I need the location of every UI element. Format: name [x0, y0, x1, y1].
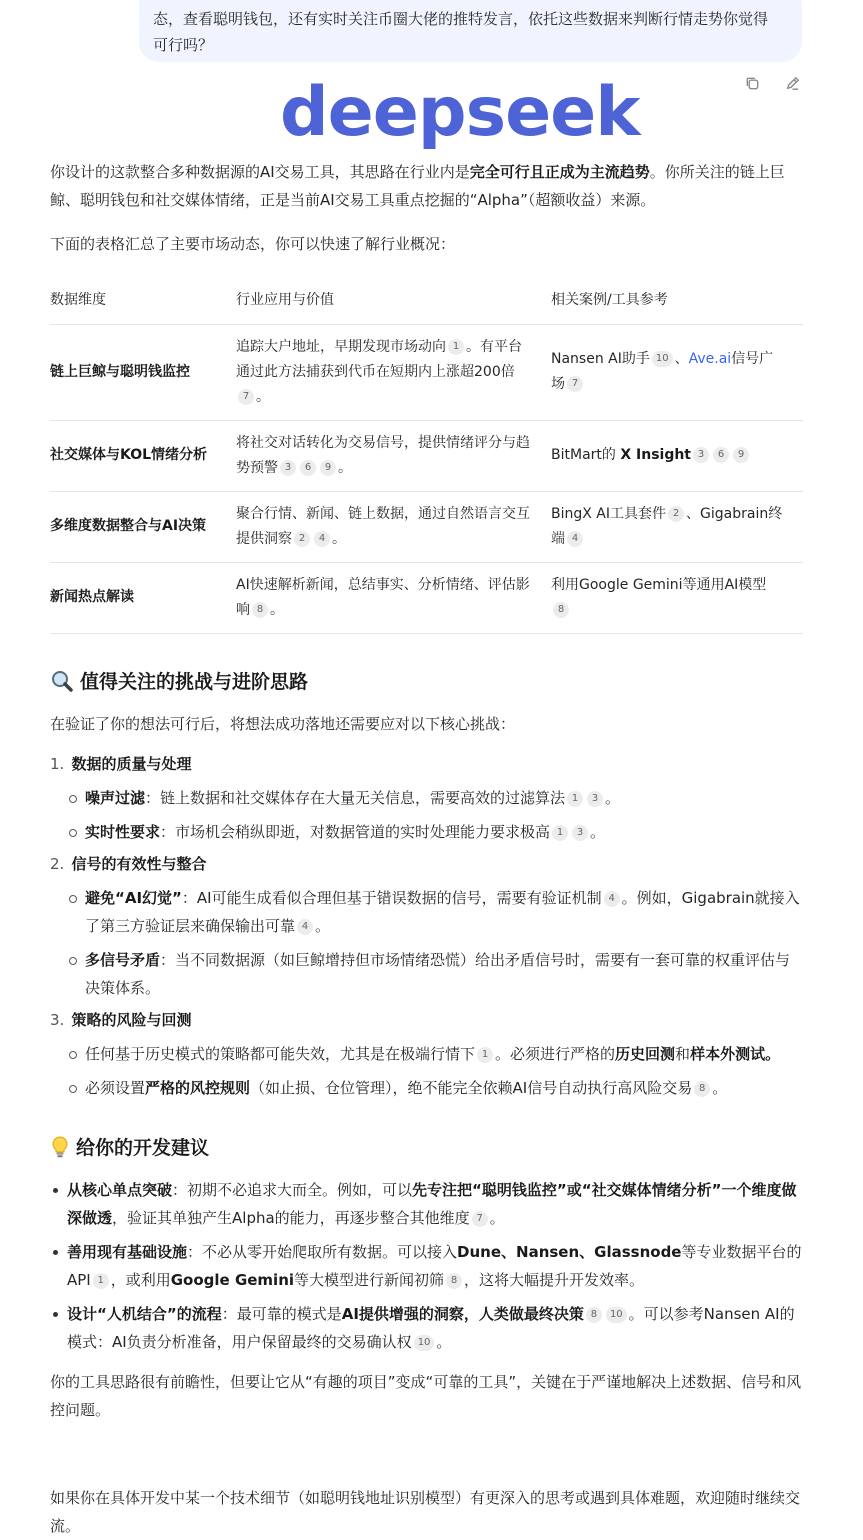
advice-end: 。 [489, 1208, 505, 1227]
cell-text: 。 [332, 530, 346, 547]
table-header: 行业应用与价值 [236, 274, 551, 324]
advice-bold: Google Gemini [170, 1270, 295, 1289]
sub-item-text: 。必须进行严格的 [495, 1044, 616, 1063]
sub-item-text: 和 [675, 1044, 691, 1063]
sub-item-bold: 样本外测试 [690, 1044, 766, 1063]
advice-text: ：不必从零开始爬取所有数据。可以接入 [187, 1242, 458, 1261]
citation-badge[interactable]: 8 [553, 602, 569, 618]
cell-text: 将社交对话转化为交易信号，提供情绪评分与趋势预警 [236, 434, 530, 476]
sub-item-bold: 历史回测 [615, 1044, 676, 1063]
list-item [67, 1176, 803, 1232]
sub-item-text: 任何基于历史模式的策略都可能失效，尤其是在极端行情下 [85, 1044, 476, 1063]
list-item [67, 1238, 803, 1294]
challenges-list [50, 750, 803, 1102]
advice-heading [50, 1132, 803, 1162]
citation-badge[interactable]: 10 [652, 351, 673, 367]
citation-badge[interactable]: 2 [294, 531, 310, 547]
citation-badge[interactable]: 10 [606, 1307, 627, 1323]
sub-list [50, 1040, 803, 1102]
intro-emphasis: 完全可行且正成为主流趋势 [469, 163, 650, 181]
edit-icon[interactable] [783, 74, 801, 92]
citation-badge[interactable]: 4 [297, 919, 313, 935]
cell-text: 。 [338, 459, 352, 476]
cell-text: 。 [270, 601, 284, 618]
advice-text: ：最可靠的模式是 [221, 1304, 342, 1323]
table-cell-dim: 多维度数据整合与AI决策 [50, 518, 207, 534]
trailing-paragraph: 如果你在具体开发中某一个技术细节（如聪明钱地址识别模型）有更深入的思考或遇到具体难题，欢迎随时继续交流。 [50, 1489, 801, 1535]
market-table [50, 274, 803, 634]
citation-badge[interactable]: 8 [252, 602, 268, 618]
challenges-heading [50, 666, 803, 696]
logo-text: deepseek [280, 73, 640, 152]
sub-item-text: ：当不同数据源（如巨鲸增持但市场情绪恐慌）给出矛盾信号时，需要有一套可靠的权重评估与决策体系。 [85, 950, 791, 997]
table-row [50, 562, 803, 633]
advice-bold: 善用现有基础设施 [67, 1242, 188, 1261]
advice-bold: 先专注把“聪明钱监控”或“社交媒体情绪分析”一个维度做深做透 [67, 1180, 797, 1227]
sub-list [50, 884, 803, 1002]
citation-badge[interactable]: 8 [694, 1081, 710, 1097]
citation-badge[interactable]: 4 [604, 891, 620, 907]
sub-item-end: 。 [765, 1044, 781, 1063]
sub-list [50, 784, 803, 846]
sub-item-bold: 严格的风控规则 [145, 1078, 251, 1097]
sub-list-item [85, 1040, 803, 1068]
citation-badge[interactable]: 3 [572, 825, 588, 841]
table-header: 相关案例/工具参考 [551, 274, 803, 324]
advice-bold: Dune、Nansen、Glassnode [457, 1242, 682, 1261]
advice-text: ，或利用 [110, 1270, 171, 1289]
sub-list-item [85, 884, 803, 940]
sub-item-end: 。 [315, 916, 331, 935]
citation-badge[interactable]: 7 [238, 389, 254, 405]
cell-text: 信号广场 [551, 351, 774, 392]
copy-icon[interactable] [743, 74, 761, 92]
sub-item-text: ：市场机会稍纵即逝，对数据管道的实时处理能力要求极高 [160, 822, 551, 841]
citation-badge[interactable]: 4 [567, 531, 583, 547]
citation-badge[interactable]: 7 [567, 376, 583, 392]
user-message-actions [743, 74, 801, 92]
table-row [50, 491, 803, 562]
list-item-title: 信号的有效性与整合 [71, 854, 207, 873]
table-cell-ref [551, 420, 803, 491]
table-cell-ref [551, 562, 803, 633]
citation-badge[interactable]: 8 [446, 1273, 462, 1289]
sub-item-bold: 多信号矛盾 [85, 950, 161, 969]
cell-text: 。有平台通过此方法捕获到代币在短期内上涨超200倍 [236, 338, 522, 380]
sub-item-text: ：链上数据和社交媒体存在大量无关信息，需要高效的过滤算法 [145, 788, 566, 807]
list-number: 3. [50, 1010, 65, 1029]
advice-text: 等专业数据平台的API [67, 1242, 802, 1289]
citation-badge[interactable]: 1 [477, 1047, 493, 1063]
table-cell-dim: 链上巨鲸与聪明钱监控 [50, 363, 190, 380]
sub-list-item [85, 818, 803, 846]
cell-text: Nansen AI助手 [551, 351, 650, 367]
magnifier-icon [50, 669, 74, 693]
sub-item-bold: 避免“AI幻觉” [85, 888, 182, 907]
list-item [67, 1300, 803, 1356]
citation-badge[interactable]: 9 [733, 447, 749, 463]
list-item-head [50, 850, 803, 878]
sub-item-end: 。 [712, 1078, 728, 1097]
cell-text: AI快速解析新闻，总结事实、分析情绪、评估影响 [236, 576, 530, 618]
cell-emphasis: X Insight [620, 447, 691, 463]
advice-bold: 从核心单点突破 [67, 1180, 173, 1199]
lightbulb-icon [50, 1135, 70, 1159]
citation-badge[interactable]: 7 [472, 1211, 488, 1227]
advice-bold: AI提供增强的洞察，人类做最终决策 [341, 1304, 584, 1323]
advice-text: 等大模型进行新闻初筛 [294, 1270, 445, 1289]
intro-text: 你设计的这款整合多种数据源的AI交易工具，其思路在行业内是 [50, 163, 470, 181]
cell-text: BitMart的 [551, 447, 621, 463]
citation-badge[interactable]: 10 [414, 1335, 435, 1351]
cell-text: 。 [256, 388, 270, 405]
list-item-head [50, 750, 803, 778]
cell-text: 、Gigabrain终端 [551, 505, 783, 547]
table-row [50, 324, 803, 420]
sub-item-end: 。 [605, 788, 621, 807]
sub-list-item [85, 946, 803, 1002]
cell-text: 追踪大户地址，早期发现市场动向 [236, 338, 446, 355]
advice-end: 。 [436, 1332, 452, 1351]
deepseek-logo [280, 73, 640, 152]
sub-list-item [85, 1074, 803, 1102]
challenges-intro: 在验证了你的想法可行后，将想法成功落地还需要应对以下核心挑战： [50, 714, 516, 733]
sub-item-text: 。例如，Gigabrain就接入了第三方验证层来确保输出可靠 [85, 888, 800, 935]
sub-item-bold: 噪声过滤 [85, 788, 146, 807]
citation-badge[interactable]: 1 [552, 825, 568, 841]
intro-text-end: 。你所关注的链上巨鲸、聪明钱包和社交媒体情绪，正是当前AI交易工具重点挖掘的“Alpha”（超额收益）来源。 [50, 163, 785, 209]
sub-item-text: 必须设置 [85, 1078, 146, 1097]
citation-badge[interactable]: 3 [587, 791, 603, 807]
list-number: 2. [50, 854, 65, 873]
table-cell-app [236, 491, 551, 562]
sub-list-item [85, 784, 803, 812]
citation-badge[interactable]: 8 [586, 1307, 602, 1323]
user-message-text: 态，查看聪明钱包，还有实时关注币圈大佬的推特发言，依托这些数据来判断行情走势你觉得可行吗？ [153, 10, 769, 54]
citation-badge[interactable]: 9 [320, 460, 336, 476]
table-cell-app [236, 420, 551, 491]
citation-badge[interactable]: 6 [300, 460, 316, 476]
table-cell-dim: 社交媒体与KOL情绪分析 [50, 447, 208, 463]
citation-badge[interactable]: 1 [448, 339, 464, 355]
sub-item-text: （如止损、仓位管理），绝不能完全依赖AI信号自动执行高风险交易 [250, 1078, 693, 1097]
table-cell-app [236, 324, 551, 420]
sub-item-text: ：AI可能生成看似合理但基于错误数据的信号，需要有验证机制 [181, 888, 602, 907]
advice-text: 。可以参考Nansen AI的模式：AI负责分析准备，用户保留最终的交易确认权 [67, 1304, 795, 1351]
ave-ai-link[interactable]: Ave.ai [688, 351, 732, 367]
cell-text: 聚合行情、新闻、链上数据，通过自然语言交互提供洞察 [236, 505, 530, 547]
table-cell-ref [551, 324, 803, 420]
list-item [50, 1006, 803, 1102]
citation-badge[interactable]: 3 [280, 460, 296, 476]
citation-badge[interactable]: 1 [567, 791, 583, 807]
table-cell-app [236, 562, 551, 633]
sub-item-bold: 实时性要求 [85, 822, 161, 841]
closing-paragraph: 你的工具思路很有前瞻性，但要让它从“有趣的项目”变成“可靠的工具”，关键在于严谨地解决上述数据、信号和风控问题。 [50, 1372, 802, 1419]
sub-item-end: 。 [590, 822, 606, 841]
table-cell-ref [551, 491, 803, 562]
cell-text: 利用Google Gemini等通用AI模型 [551, 576, 767, 593]
list-number: 1. [50, 754, 65, 773]
citation-badge[interactable]: 3 [693, 447, 709, 463]
advice-title: 给你的开发建议 [76, 1137, 210, 1159]
advice-list [50, 1176, 803, 1356]
cell-text: BingX AI工具套件 [551, 505, 667, 522]
advice-text: ，验证其单独产生Alpha的能力，再逐步整合其他维度 [112, 1208, 470, 1227]
list-item-head [50, 1006, 803, 1034]
cell-text: 、 [674, 351, 689, 367]
list-item-title: 数据的质量与处理 [71, 754, 192, 773]
list-item-title: 策略的风险与回测 [71, 1010, 192, 1029]
table-header: 数据维度 [50, 274, 236, 324]
table-intro: 下面的表格汇总了主要市场动态，你可以快速了解行业概况： [50, 235, 456, 253]
advice-text: ：初期不必追求大而全。例如，可以 [172, 1180, 413, 1199]
table-row [50, 420, 803, 491]
challenges-title: 值得关注的挑战与进阶思路 [80, 671, 309, 693]
table-cell-dim: 新闻热点解读 [50, 589, 134, 605]
user-message-bubble [139, 0, 802, 62]
table-header-row [50, 274, 803, 324]
advice-end: ，这将大幅提升开发效率。 [464, 1270, 645, 1289]
list-item [50, 850, 803, 1002]
citation-badge[interactable]: 6 [713, 447, 729, 463]
citation-badge[interactable]: 4 [314, 531, 330, 547]
citation-badge[interactable]: 2 [668, 506, 684, 522]
citation-badge[interactable]: 1 [93, 1273, 109, 1289]
advice-bold: 设计“人机结合”的流程 [67, 1304, 222, 1323]
intro-paragraph [50, 158, 803, 214]
assistant-response [50, 158, 803, 1440]
list-item [50, 750, 803, 846]
